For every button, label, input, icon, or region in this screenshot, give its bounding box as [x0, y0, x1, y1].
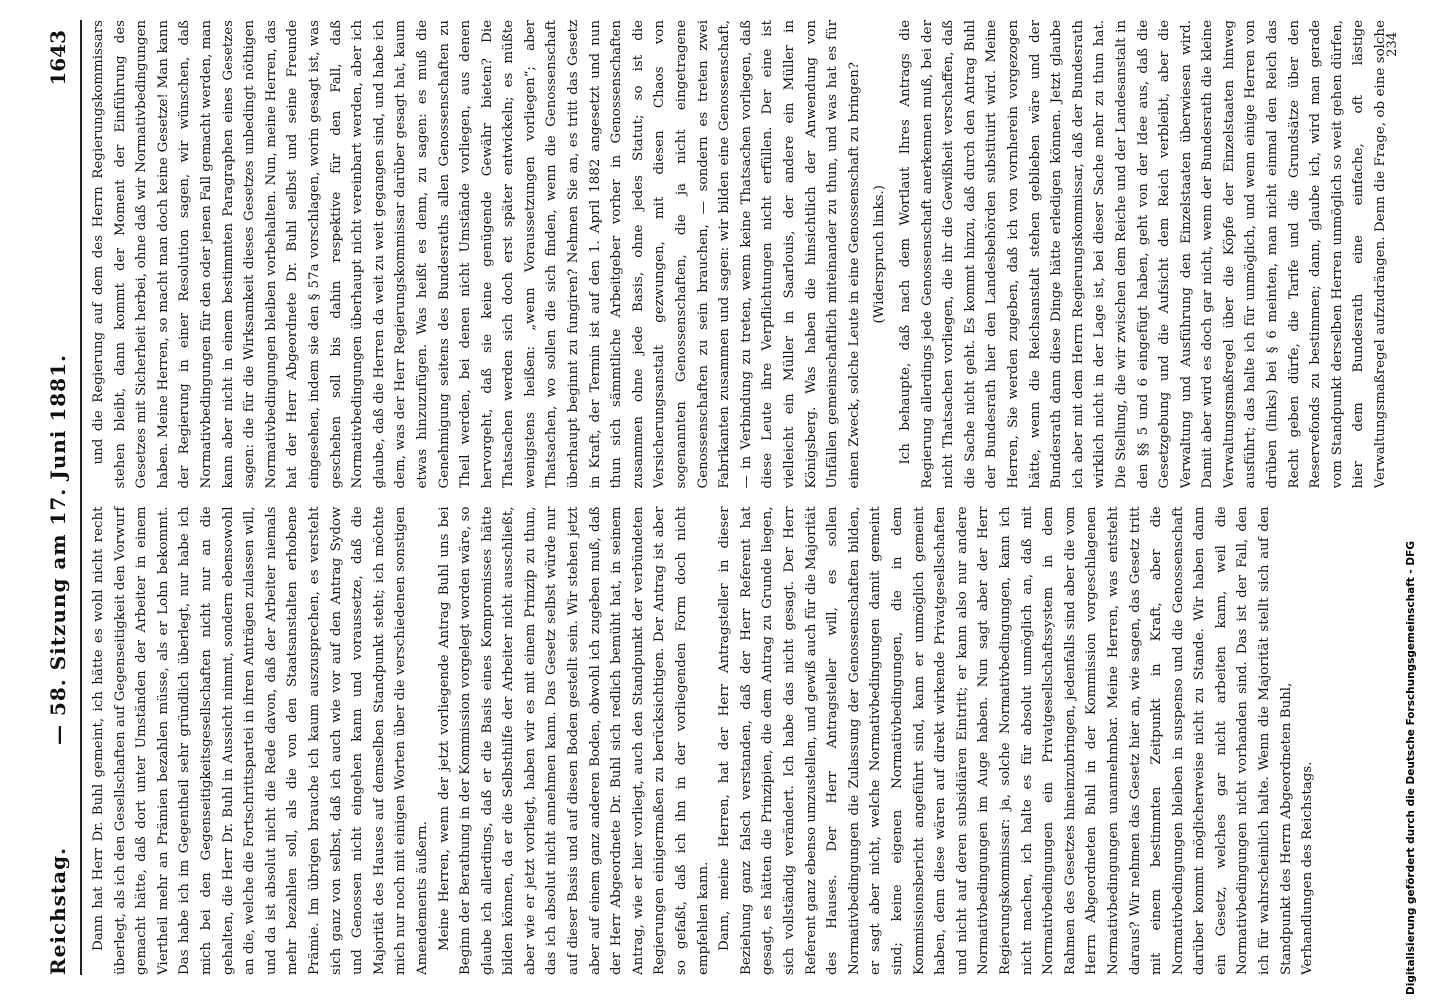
text-column-left: [88, 507, 1388, 976]
paragraph: Meine Herren, wenn der jetzt vorliegende Antrag Buhl uns bei Beginn der Berathung in der Kommission vorgelegt worden wäre, so glaube ich allerdings, daß er die Basis eines Kompromisses hätte bilden können, da er die Selbsthilfe der Arbeiter nicht ausschließt, aber wie er jetzt vorliegt, haben wir es mit einem Prinzip zu thun, das ich absolut nicht annehmen kann. Das Gesetz selbst würde nur auf dieser Basis und auf diesen Boden gestellt sein. Wir stehen jetzt aber auf einem ganz anderen Boden, obwohl ich zugeben muß, daß der Herr Abgeordnete Dr. Buhl sich redlich bemüht hat, in seinem Antrag, wie er hier vorliegt, auch den Standpunkt der verbündeten Regierungen einigermaßen zu berücksichtigen. Der Antrag ist aber so gefaßt, daß ich ihn in der vorliegenden Form doch nicht empfehlen kann.: [436, 506, 711, 975]
page-header: [40, 20, 76, 975]
digitization-credit-text: Digitalisierung gefördert durch die Deutsche Forschungsgemeinschaft - DFG: [1405, 541, 1417, 995]
text-column-right: [88, 20, 1388, 489]
paragraph: Ich behaupte, daß nach dem Wortlaut Ihres Antrags die Regierung allerdings jede Genossenschaft anerkennen muß, bei der nicht Thatsachen vorliegen, die ihr die Gewißheit verschaffen, daß die Sache nicht geht. Es kommt hinzu, daß durch den Antrag Buhl der Bundesrath hier den Landesbehörden substituirt wird. Meine Herren, Sie werden zugeben, daß ich von vornherein vorgezogen hätte, wenn die Reichsanstalt stehen geblieben wäre und der Bundesrath dann diese Dinge hätte erledigen können. Jetzt glaube ich aber mit dem Herrn Regierungskommissar, daß der Bundesrath wirklich nicht in der Lage ist, bei dieser Sache mehr zu thun hat. Die Stellung, die wir zwischen dem Reiche und der Landesanstalt in den §§ 5 und 6 eingefügt haben, geht von der Idee aus, daß die Gesetzgebung und die Aufsicht dem Reich verbleibt, aber die Verwaltung und Ausführung den Einzelstaaten überwiesen wird. Damit aber wird es doch gar nicht, wenn der Bundesrath die kleine Verwaltungsmaßregel über die Köpfe der Einzelstaaten hinweg ausführt; das halte ich für unmöglich, und wenn einige Herren von drüben (links) bei § 6 meinten, man nicht einmal den Reich das Recht geben dürfe, die Tarife und die Grundsätze über den Reservefonds zu bestimmen; dann, glaube ich, wird man gerade vom Standpunkt derselben Herren unmöglich so weit gehen dürfen, hier dem Bundesrath eine einfache, oft lästige Verwaltungsmaßregel aufzudrängen. Denn die Frage, ob eine solche: [897, 20, 1388, 489]
text-columns: [88, 20, 1388, 975]
page-number: 1643: [46, 30, 70, 86]
header-center: — 58. Sitzung am 17. Juni 1881.: [46, 354, 70, 745]
paragraph: und die Regierung auf dem des Herrn Regierungskommissars stehen bleibt, dann kommt der Moment der Einführung des Gesetzes mit Sicherheit herbei, ohne daß wir Normativbedingungen haben. Meine Herren, so macht man doch keine Gesetze! Man kann der Regierung in einer Resolution sagen, wir wünschen, daß Normativbedingungen für den oder jenen Fall gemacht werden, man kann aber nicht in einem bestimmten Paragraphen eines Gesetzes sagen: die für die Wirksamkeit dieses Gesetzes unbedingt nöthigen Normativbedingungen bleiben vorbehalten. Nun, meine Herren, das hat der Herr Abgeordnete Dr. Buhl selbst und seine Freunde eingesehen, indem sie den § 57a vorschlagen, worin gesagt ist, was geschehen soll bis dahin respektive für den Fall, daß Normativbedingungen überhaupt nicht vereinbart werden, aber ich glaube, daß die Herren da weit zu weit gegangen sind, und habe ich dem, was der Herr Regierungskommissar darüber gesagt hat, kaum etwas hinzuzufügen. Was heißt es denn, zu sagen: es muß die Genehmigung seitens des Bundesraths allen Genossenschaften zu Theil werden, bei denen nicht Umstände vorliegen, aus denen hervorgeht, daß sie keine genügende Gewähr bieten? Die Thatsachen werden sich doch erst später entwickeln; es müßte wenigstens heißen: „wenn Voraussetzungen vorliegen“; aber Thatsachen, wo sollen die sich finden, wenn die Genossenschaft überhaupt beginnt zu fungiren? Nehmen Sie an, es tritt das Gesetz in Kraft, der Termin ist auf den 1. April 1882 angesetzt und nun thun sich sämmtliche Arbeitgeber vorher in Genossenschaften zusammen ohne jede Basis, ohne jedes Statut; so ist die Versicherungsanstalt gezwungen, mit diesen Chaos von sogenannten Genossenschaften, die ja nicht eingetragene Genossenschaften zu sein brauchen, — sondern es treten zwei Fabrikanten zusammen und sagen: wir bilden eine Genossenschaft, — in Verbindung zu treten, wenn keine Thatsachen vorliegen, daß diese Leute ihre Verpflichtungen nicht erfüllen. Der eine ist vielleicht ein Müller in Saarlouis, der andere ein Müller in Königsberg. Was haben die hinsichtlich der Anwendung von Unfällen gemeinschaftlich miteinander zu thun, und was hat es für einen Zweck, solche Leute in eine Genossenschaft zu bringen?: [91, 20, 862, 489]
paragraph: Dann, meine Herren, hat der Herr Antragsteller in dieser Beziehung ganz falsch verstanden, daß der Herr Referent hat gesagt, es hätten die Prinzipien, die dem Antrag zu Grunde liegen, sich vollständig verändert. Ich habe das nicht gesagt. Der Herr Referent ganz ebenso umzustellen, und gewiß auch für die Majorität des Hauses. Der Herr Antragsteller will, es sollen Normativbedingungen die Zulassung der Genossenschaften bilden, er sagt aber nicht, welche Normativbedingungen damit gemeint sind; keine eigenen Normativbedingungen, die in dem Kommissionsbericht angeführt sind, kann er unmöglich gemeint haben, denn diese wären auf direkt wirkende Privatgesellschaften und nicht auf deren subsidiären Eintritt; er kann also nur andere Normativbedingungen im Auge haben. Nun sagt aber der Herr Regierungskommissar: ja, solche Normativbedingungen, kann ich nicht machen, ich halte es für absolut unmöglich an, daß mit Normativbedingungen ein Privatgesellschaftssystem in dem Rahmen des Gesetzes hineinzubringen, jedenfalls sind aber die vom Herrn Abgeordneten Buhl in der Kommission vorgeschlagenen Normativbedingungen unannehmbar. Meine Herren, was entsteht daraus? Wir nehmen das Gesetz hier an, wie sagen, das Gesetz tritt mit einem bestimmten Zeitpunkt in Kraft, aber die Normativbedingungen bleiben in suspenso und die Genossenschaft darüber kommt möglicherweise nicht zu Stande. Wir haben dann ein Gesetz, welches gar nicht arbeiten kann, weil die Normativbedingungen nicht vorhanden sind. Das ist der Fall, den ich für wahrscheinlich halte. Wenn die Majorität stellt sich auf den Standpunkt des Herrn Abgeordneten Buhl,: [717, 506, 1294, 975]
header-left: Reichstag.: [46, 846, 70, 975]
paragraph: Dann hat Herr Dr. Buhl gemeint, ich hätte es wohl nicht recht überlegt, als ich den Gesellschaften auf Gegenseitigkeit den Vorwurf gemacht hätte, daß dort unter Umständen der Arbeiter in einem Viertheil mehr an Prämien bezahlen müsse, als er Lohn bekommt. Das habe ich im Gegentheil sehr gründlich überlegt, nur habe ich mich bei den Gegenseitigkeitsgesellschaften nicht nur an die gehalten, die Herr Dr. Buhl in Aussicht nimmt, sondern ebensowohl an die, welche die Fortschrittspartei in ihren Anträgen zulassen will, und da ist absolut nicht die Rede davon, daß der Arbeiter niemals mehr bezahlen soll, als die von den Staatsanstalten erhobene Prämie. Im übrigen brauche ich kaum auszusprechen, es versteht sich ganz von selbst, daß ich auch wie vor auf den Antrag Sydow und Genossen nicht eingehen kann und voraussetze, daß die Majorität des Hauses auf demselben Standpunkt steht; ich möchte mich nur noch mit einigen Worten über die verschiedenen sonstigen Amendements äußern.: [91, 506, 430, 975]
signature-mark: 234: [1385, 32, 1400, 57]
digitization-credit: [1405, 5, 1427, 995]
rotated-document-page: [40, 20, 1400, 975]
paragraph: Verhandlungen des Reichstags.: [1300, 761, 1316, 975]
header-rule: [80, 20, 82, 975]
paragraph: (Widerspruch links.): [872, 185, 888, 324]
